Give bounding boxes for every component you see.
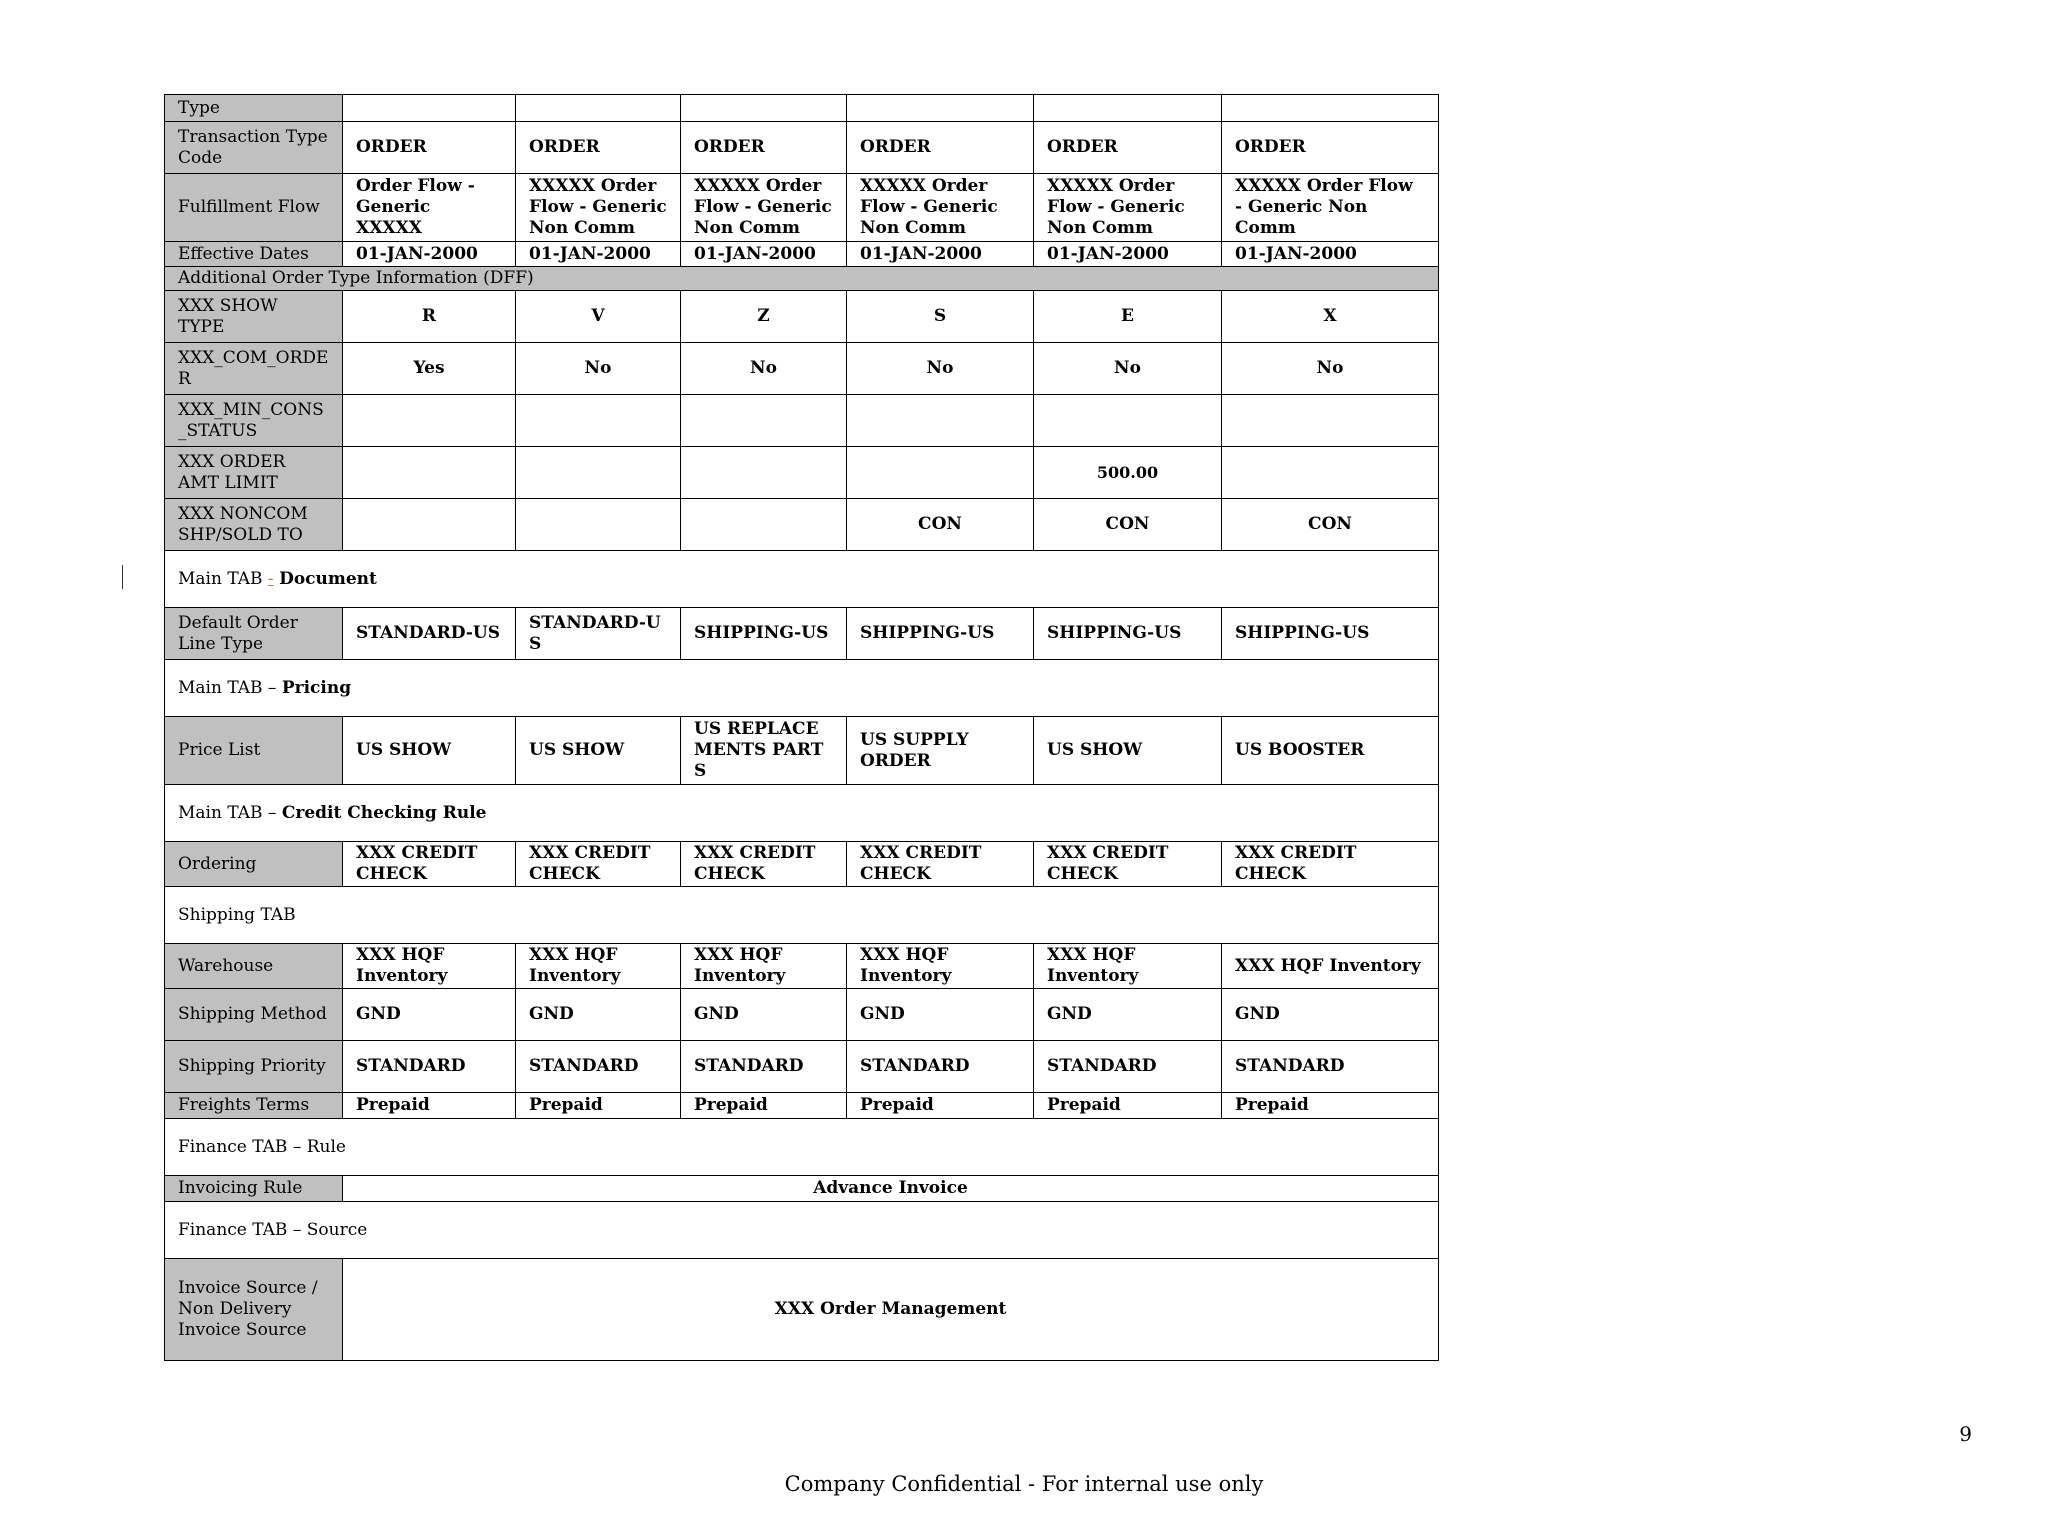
table-cell: XXX HQF Inventory (343, 944, 516, 989)
row-label: Freights Terms (165, 1093, 343, 1119)
table-cell (847, 95, 1034, 122)
table-row-section-credit (165, 785, 1439, 842)
table-cell: No (1034, 343, 1222, 395)
row-label: Warehouse (165, 944, 343, 989)
row-label: Ordering (165, 842, 343, 887)
table-row-section-finance-rule (165, 1119, 1439, 1176)
table-cell: US BOOSTER (1222, 717, 1439, 785)
table-row-noncom-ship-sold (165, 499, 1439, 551)
table-cell: XXX HQF Inventory (681, 944, 847, 989)
table-row-type (165, 95, 1439, 122)
table-cell (343, 499, 516, 551)
table-cell: CON (847, 499, 1034, 551)
table-cell: STANDARD (1222, 1041, 1439, 1093)
table-cell: Advance Invoice (343, 1176, 1439, 1202)
table-row-section-pricing (165, 660, 1439, 717)
table-cell (681, 95, 847, 122)
table-cell: E (1034, 291, 1222, 343)
table-cell (1222, 95, 1439, 122)
table-cell (516, 499, 681, 551)
table-cell (343, 447, 516, 499)
table-cell: US REPLACEMENTS PARTS (681, 717, 847, 785)
table-cell: XXX CREDIT CHECK (847, 842, 1034, 887)
section-header-document (165, 551, 1439, 608)
row-label: Shipping Method (165, 989, 343, 1041)
table-cell: GND (343, 989, 516, 1041)
table-cell: XXX CREDIT CHECK (681, 842, 847, 887)
row-label: XXX ORDER AMT LIMIT (165, 447, 343, 499)
table-cell (1222, 395, 1439, 447)
table-row-amt-limit (165, 447, 1439, 499)
table-row-shipping-priority (165, 1041, 1439, 1093)
table-row-transaction-type (165, 122, 1439, 174)
table-row-price-list (165, 717, 1439, 785)
table-cell (343, 95, 516, 122)
order-type-spec-table (164, 94, 1439, 1361)
table-cell: XXXXX Order Flow - Generic Non Comm (1222, 174, 1439, 242)
table-cell: STANDARD (681, 1041, 847, 1093)
table-cell (516, 395, 681, 447)
section-title: Pricing (281, 677, 352, 698)
section-header-credit (165, 785, 1439, 842)
table-cell: R (343, 291, 516, 343)
table-cell: Prepaid (516, 1093, 681, 1119)
table-cell: US SHOW (1034, 717, 1222, 785)
table-cell: Prepaid (847, 1093, 1034, 1119)
section-title: Credit Checking Rule (281, 802, 487, 823)
table-cell: XXX HQF Inventory (516, 944, 681, 989)
row-label: XXX_COM_ORDER (165, 343, 343, 395)
table-cell: XXXXX Order Flow - Generic Non Comm (1034, 174, 1222, 242)
table-cell: ORDER (343, 122, 516, 174)
table-row-shipping-method (165, 989, 1439, 1041)
table-cell: US SHOW (516, 717, 681, 785)
table-row-section-shipping (165, 887, 1439, 944)
table-row-dff-header (165, 267, 1439, 291)
section-prefix: Main TAB (178, 568, 268, 589)
section-header-finance-source: Finance TAB – Source (165, 1202, 1439, 1259)
table-cell: STANDARD-US (343, 608, 516, 660)
table-cell: US SHOW (343, 717, 516, 785)
table-cell: 01-JAN-2000 (681, 242, 847, 267)
row-label: XXX_MIN_CONS _STATUS (165, 395, 343, 447)
table-row-freight-terms (165, 1093, 1439, 1119)
table-row-invoicing-rule (165, 1176, 1439, 1202)
table-cell (1222, 447, 1439, 499)
table-cell: STANDARD (1034, 1041, 1222, 1093)
table-cell: Z (681, 291, 847, 343)
table-cell: V (516, 291, 681, 343)
table-cell: Prepaid (1222, 1093, 1439, 1119)
table-cell: S (847, 291, 1034, 343)
table-cell: Order Flow - Generic XXXXX (343, 174, 516, 242)
table-cell: Prepaid (681, 1093, 847, 1119)
table-cell (1034, 395, 1222, 447)
table-row-show-type (165, 291, 1439, 343)
table-cell: XXX Order Management (343, 1259, 1439, 1361)
table-cell: STANDARD-US (516, 608, 681, 660)
table-cell: STANDARD (343, 1041, 516, 1093)
table-cell: X (1222, 291, 1439, 343)
section-header-pricing (165, 660, 1439, 717)
row-label: Default Order Line Type (165, 608, 343, 660)
table-cell: GND (516, 989, 681, 1041)
page-number: 9 (1959, 1422, 1972, 1446)
table-cell: STANDARD (516, 1041, 681, 1093)
text-cursor (122, 565, 123, 589)
table-cell (343, 395, 516, 447)
table-row-warehouse (165, 944, 1439, 989)
section-title: Document (279, 568, 377, 589)
table-cell: ORDER (1034, 122, 1222, 174)
row-label: XXX NONCOM SHP/SOLD TO (165, 499, 343, 551)
page-footer: Company Confidential - For internal use only (784, 1472, 1264, 1496)
table-cell: No (681, 343, 847, 395)
table-cell (1034, 95, 1222, 122)
row-label: XXX SHOW TYPE (165, 291, 343, 343)
row-label: Invoice Source / Non Delivery Invoice Source (165, 1259, 343, 1361)
table-cell: STANDARD (847, 1041, 1034, 1093)
table-cell: XXX CREDIT CHECK (516, 842, 681, 887)
table-cell: CON (1034, 499, 1222, 551)
table-cell: ORDER (847, 122, 1034, 174)
table-cell (681, 447, 847, 499)
table-cell (516, 95, 681, 122)
table-row-min-cons-status (165, 395, 1439, 447)
row-label: Fulfillment Flow (165, 174, 343, 242)
table-cell (681, 395, 847, 447)
section-header-shipping: Shipping TAB (165, 887, 1439, 944)
table-cell: 01-JAN-2000 (343, 242, 516, 267)
table-cell: Prepaid (1034, 1093, 1222, 1119)
table-row-ordering (165, 842, 1439, 887)
table-cell: ORDER (1222, 122, 1439, 174)
table-cell: No (1222, 343, 1439, 395)
section-header: Additional Order Type Information (DFF) (165, 267, 1439, 291)
table-cell (847, 447, 1034, 499)
table-row-fulfillment-flow (165, 174, 1439, 242)
table-cell: 01-JAN-2000 (516, 242, 681, 267)
row-label: Invoicing Rule (165, 1176, 343, 1202)
table-cell: SHIPPING-US (1034, 608, 1222, 660)
table-row-section-finance-source (165, 1202, 1439, 1259)
section-prefix: Main TAB – (178, 677, 282, 698)
table-cell: No (847, 343, 1034, 395)
table-cell: 01-JAN-2000 (847, 242, 1034, 267)
row-label: Transaction Type Code (165, 122, 343, 174)
table-cell: XXX HQF Inventory (1034, 944, 1222, 989)
row-label: Effective Dates (165, 242, 343, 267)
table-cell: XXX CREDIT CHECK (1222, 842, 1439, 887)
table-cell: Prepaid (343, 1093, 516, 1119)
table-row-default-line-type (165, 608, 1439, 660)
table-cell: GND (1034, 989, 1222, 1041)
table-cell: GND (681, 989, 847, 1041)
table-row-com-order (165, 343, 1439, 395)
table-row-section-document (165, 551, 1439, 608)
row-label: Type (165, 95, 343, 122)
table-cell: SHIPPING-US (681, 608, 847, 660)
table-cell: ORDER (516, 122, 681, 174)
table-cell: ORDER (681, 122, 847, 174)
tracked-change-dash: - (267, 568, 274, 589)
section-header-finance-rule: Finance TAB – Rule (165, 1119, 1439, 1176)
table-cell: SHIPPING-US (847, 608, 1034, 660)
table-cell: XXX CREDIT CHECK (1034, 842, 1222, 887)
table-cell: SHIPPING-US (1222, 608, 1439, 660)
table-cell (847, 395, 1034, 447)
table-cell: XXX HQF Inventory (1222, 944, 1439, 989)
table-cell: Yes (343, 343, 516, 395)
table-cell: 01-JAN-2000 (1222, 242, 1439, 267)
table-cell: XXX CREDIT CHECK (343, 842, 516, 887)
table-cell (516, 447, 681, 499)
table-cell: CON (1222, 499, 1439, 551)
table-cell: XXX HQF Inventory (847, 944, 1034, 989)
row-label: Price List (165, 717, 343, 785)
table-cell (681, 499, 847, 551)
table-cell: XXXXX Order Flow - Generic Non Comm (516, 174, 681, 242)
table-cell: GND (1222, 989, 1439, 1041)
table-cell: No (516, 343, 681, 395)
table-cell: US SUPPLY ORDER (847, 717, 1034, 785)
table-row-effective-dates (165, 242, 1439, 267)
section-prefix: Main TAB – (178, 802, 282, 823)
table-row-invoice-source (165, 1259, 1439, 1361)
table-cell: GND (847, 989, 1034, 1041)
table-cell: XXXXX Order Flow - Generic Non Comm (681, 174, 847, 242)
table-cell: 500.00 (1034, 447, 1222, 499)
table-cell: 01-JAN-2000 (1034, 242, 1222, 267)
table-cell: XXXXX Order Flow - Generic Non Comm (847, 174, 1034, 242)
row-label: Shipping Priority (165, 1041, 343, 1093)
